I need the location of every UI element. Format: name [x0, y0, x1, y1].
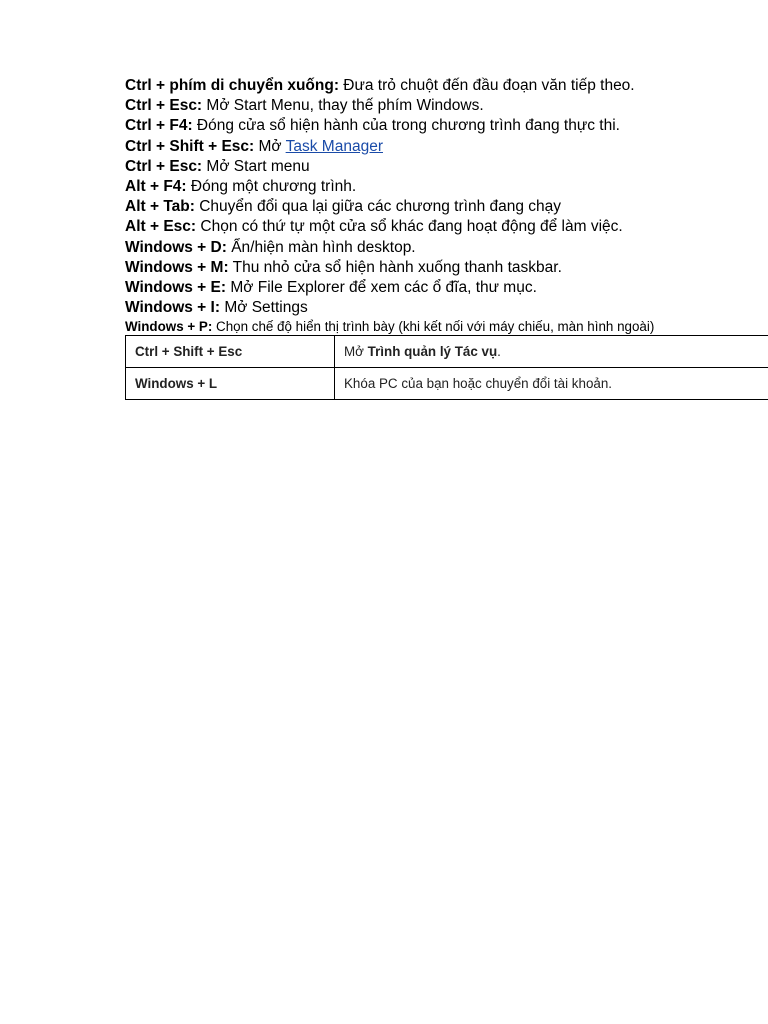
- shortcut-description: Mở Start Menu, thay thế phím Windows.: [202, 97, 484, 115]
- shortcut-table: [125, 335, 768, 400]
- shortcut-description: Chuyển đổi qua lại giữa các chương trình đang chạy: [194, 198, 562, 216]
- shortcut-keys: Windows + M:: [125, 258, 229, 276]
- shortcut-line: [125, 137, 768, 157]
- shortcut-line: [125, 116, 768, 136]
- shortcut-keys: Ctrl + Esc:: [125, 157, 203, 175]
- description-bold: Trình quản lý Tác vụ: [367, 343, 498, 359]
- shortcut-keys: Alt + Tab:: [125, 198, 195, 216]
- table-row: [126, 335, 768, 367]
- shortcut-keys: Ctrl + Esc:: [125, 97, 203, 115]
- shortcut-description: Đưa trỏ chuột đến đầu đoạn văn tiếp theo.: [339, 77, 635, 94]
- table-cell-keys: Windows + L: [126, 367, 335, 399]
- shortcut-keys: Ctrl + phím di chuyển xuống:: [125, 77, 339, 94]
- shortcut-description: Chọn chế độ hiển thị trình bày (khi kết nối với máy chiếu, màn hình ngoài): [212, 319, 655, 335]
- shortcut-line: [125, 157, 768, 177]
- shortcut-content: [125, 76, 768, 400]
- shortcut-keys: Windows + E:: [125, 279, 227, 297]
- shortcut-line: [125, 238, 768, 258]
- shortcut-line: [125, 76, 768, 96]
- shortcut-keys: Windows + P:: [125, 319, 213, 335]
- shortcut-line: [125, 197, 768, 217]
- shortcut-keys: Windows + D:: [125, 238, 227, 256]
- shortcut-description: Ẩn/hiện màn hình desktop.: [226, 238, 416, 256]
- description-suffix: .: [497, 343, 501, 359]
- shortcut-description: Mở Settings: [220, 299, 308, 317]
- table-cell-description: [335, 367, 768, 399]
- table-cell-description: [335, 335, 768, 367]
- table-row: [126, 367, 768, 399]
- windows-p-paragraph: [125, 320, 715, 334]
- shortcut-keys: Alt + Esc:: [125, 218, 197, 236]
- shortcut-line: [125, 177, 768, 197]
- task-manager-link[interactable]: Task Manager: [285, 137, 383, 155]
- shortcut-keys: Alt + F4:: [125, 178, 187, 196]
- shortcut-line: [125, 96, 768, 116]
- shortcut-keys: Ctrl + F4:: [125, 117, 193, 135]
- description-prefix: Khóa PC của bạn hoặc chuyển đổi tài khoản.: [344, 375, 613, 391]
- shortcut-description: Mở File Explorer để xem các ổ đĩa, thư mục.: [226, 279, 537, 297]
- shortcut-description: Chọn có thứ tự một cửa sổ khác đang hoạt động để làm việc.: [196, 218, 623, 236]
- shortcut-description: Mở: [254, 137, 286, 155]
- shortcut-description: Thu nhỏ cửa sổ hiện hành xuống thanh taskbar.: [228, 258, 562, 276]
- shortcut-line: [125, 278, 768, 298]
- shortcut-description: Đóng cửa sổ hiện hành của trong chương trình đang thực thi.: [192, 117, 620, 135]
- shortcut-description: Đóng một chương trình.: [186, 178, 357, 196]
- shortcut-keys: Ctrl + Shift + Esc:: [125, 137, 255, 155]
- shortcut-line: [125, 298, 768, 318]
- shortcut-line: [125, 258, 768, 278]
- shortcut-keys: Windows + I:: [125, 299, 221, 317]
- shortcut-description: Mở Start menu: [202, 157, 310, 175]
- table-cell-keys: Ctrl + Shift + Esc: [126, 335, 335, 367]
- description-prefix: Mở: [344, 343, 368, 359]
- shortcut-line: [125, 217, 768, 237]
